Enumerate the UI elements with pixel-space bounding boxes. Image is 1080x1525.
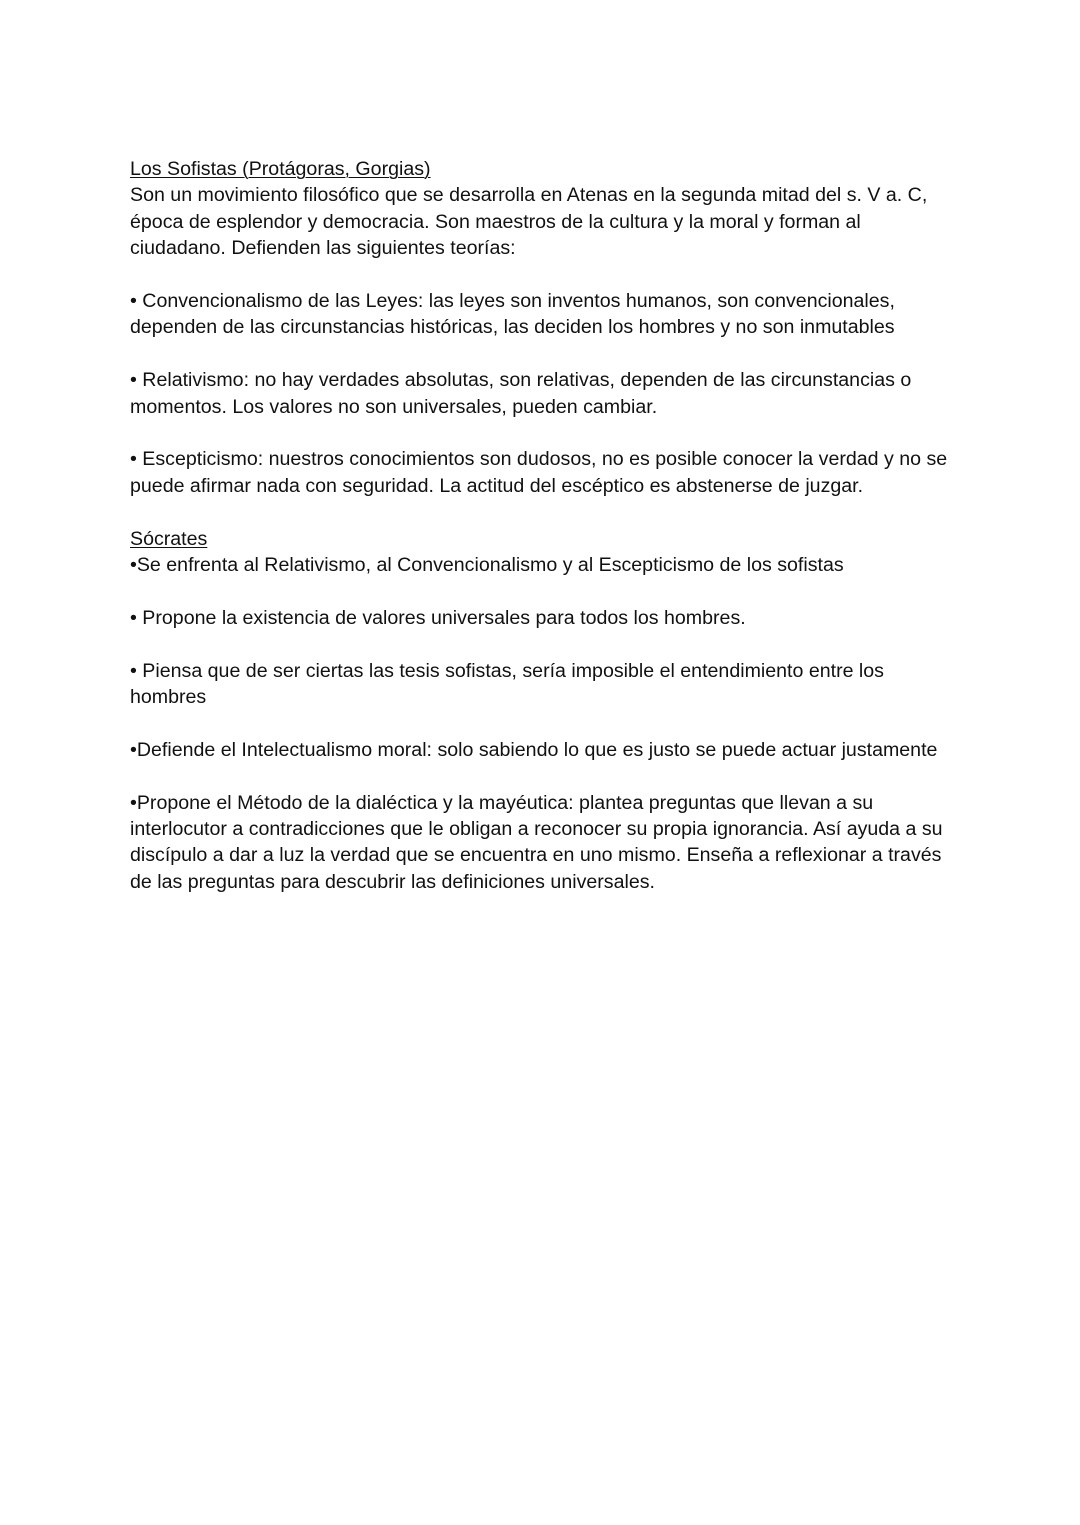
- sofistas-point-relativismo: • Relativismo: no hay verdades absolutas, son relativas, dependen de las circunstancias o momentos. Los valores no son universales, pueden cambiar.: [130, 369, 912, 418]
- sofistas-intro: Son un movimiento filosófico que se desarrolla en Atenas en la segunda mitad del s. V a. C, época de esplendor y democracia. Son maestros de la cultura y la moral y forman al ciudadano. Defienden las siguientes teorías:: [130, 184, 928, 260]
- sofistas-point-convencionalismo: • Convencionalismo de las Leyes: las leyes son inventos humanos, son convencionales, dependen de las circunstancias históricas, las deciden los hombres y no son inmutables: [130, 290, 895, 339]
- spacer: [130, 763, 960, 789]
- spacer: [130, 262, 960, 288]
- socrates-point-metodo: •Propone el Método de la dialéctica y la mayéutica: plantea preguntas que llevan a su interlocutor a contradicciones que le obligan a reconocer su propia ignorancia. Así ayuda a su discípulo a dar a luz la verdad que se encuentra en uno mismo. Enseña a reflexionar a través de las preguntas para descubrir las definiciones universales.: [130, 791, 943, 893]
- spacer: [130, 578, 960, 604]
- sofistas-heading: Los Sofistas (Protágoras, Gorgias): [130, 158, 431, 180]
- socrates-point-entendimiento: • Piensa que de ser ciertas las tesis sofistas, sería imposible el entendimiento entre los hombres: [130, 659, 884, 709]
- spacer: [130, 499, 960, 525]
- socrates-heading: Sócrates: [130, 527, 208, 550]
- document-body: [130, 156, 960, 895]
- socrates-point-intelectualismo: •Defiende el Intelectualismo moral: solo sabiendo lo que es justo se puede actuar justamente: [130, 738, 938, 761]
- sofistas-point-escepticismo: • Escepticismo: nuestros conocimientos son dudosos, no es posible conocer la verdad y no se puede afirmar nada con seguridad. La actitud del escéptico es abstenerse de juzgar.: [130, 448, 948, 497]
- spacer: [130, 341, 960, 367]
- socrates-point-valores: • Propone la existencia de valores universales para todos los hombres.: [130, 606, 746, 629]
- spacer: [130, 710, 960, 736]
- spacer: [130, 420, 960, 446]
- spacer: [130, 631, 960, 657]
- socrates-point-enfrenta: •Se enfrenta al Relativismo, al Convencionalismo y al Escepticismo de los sofistas: [130, 554, 844, 577]
